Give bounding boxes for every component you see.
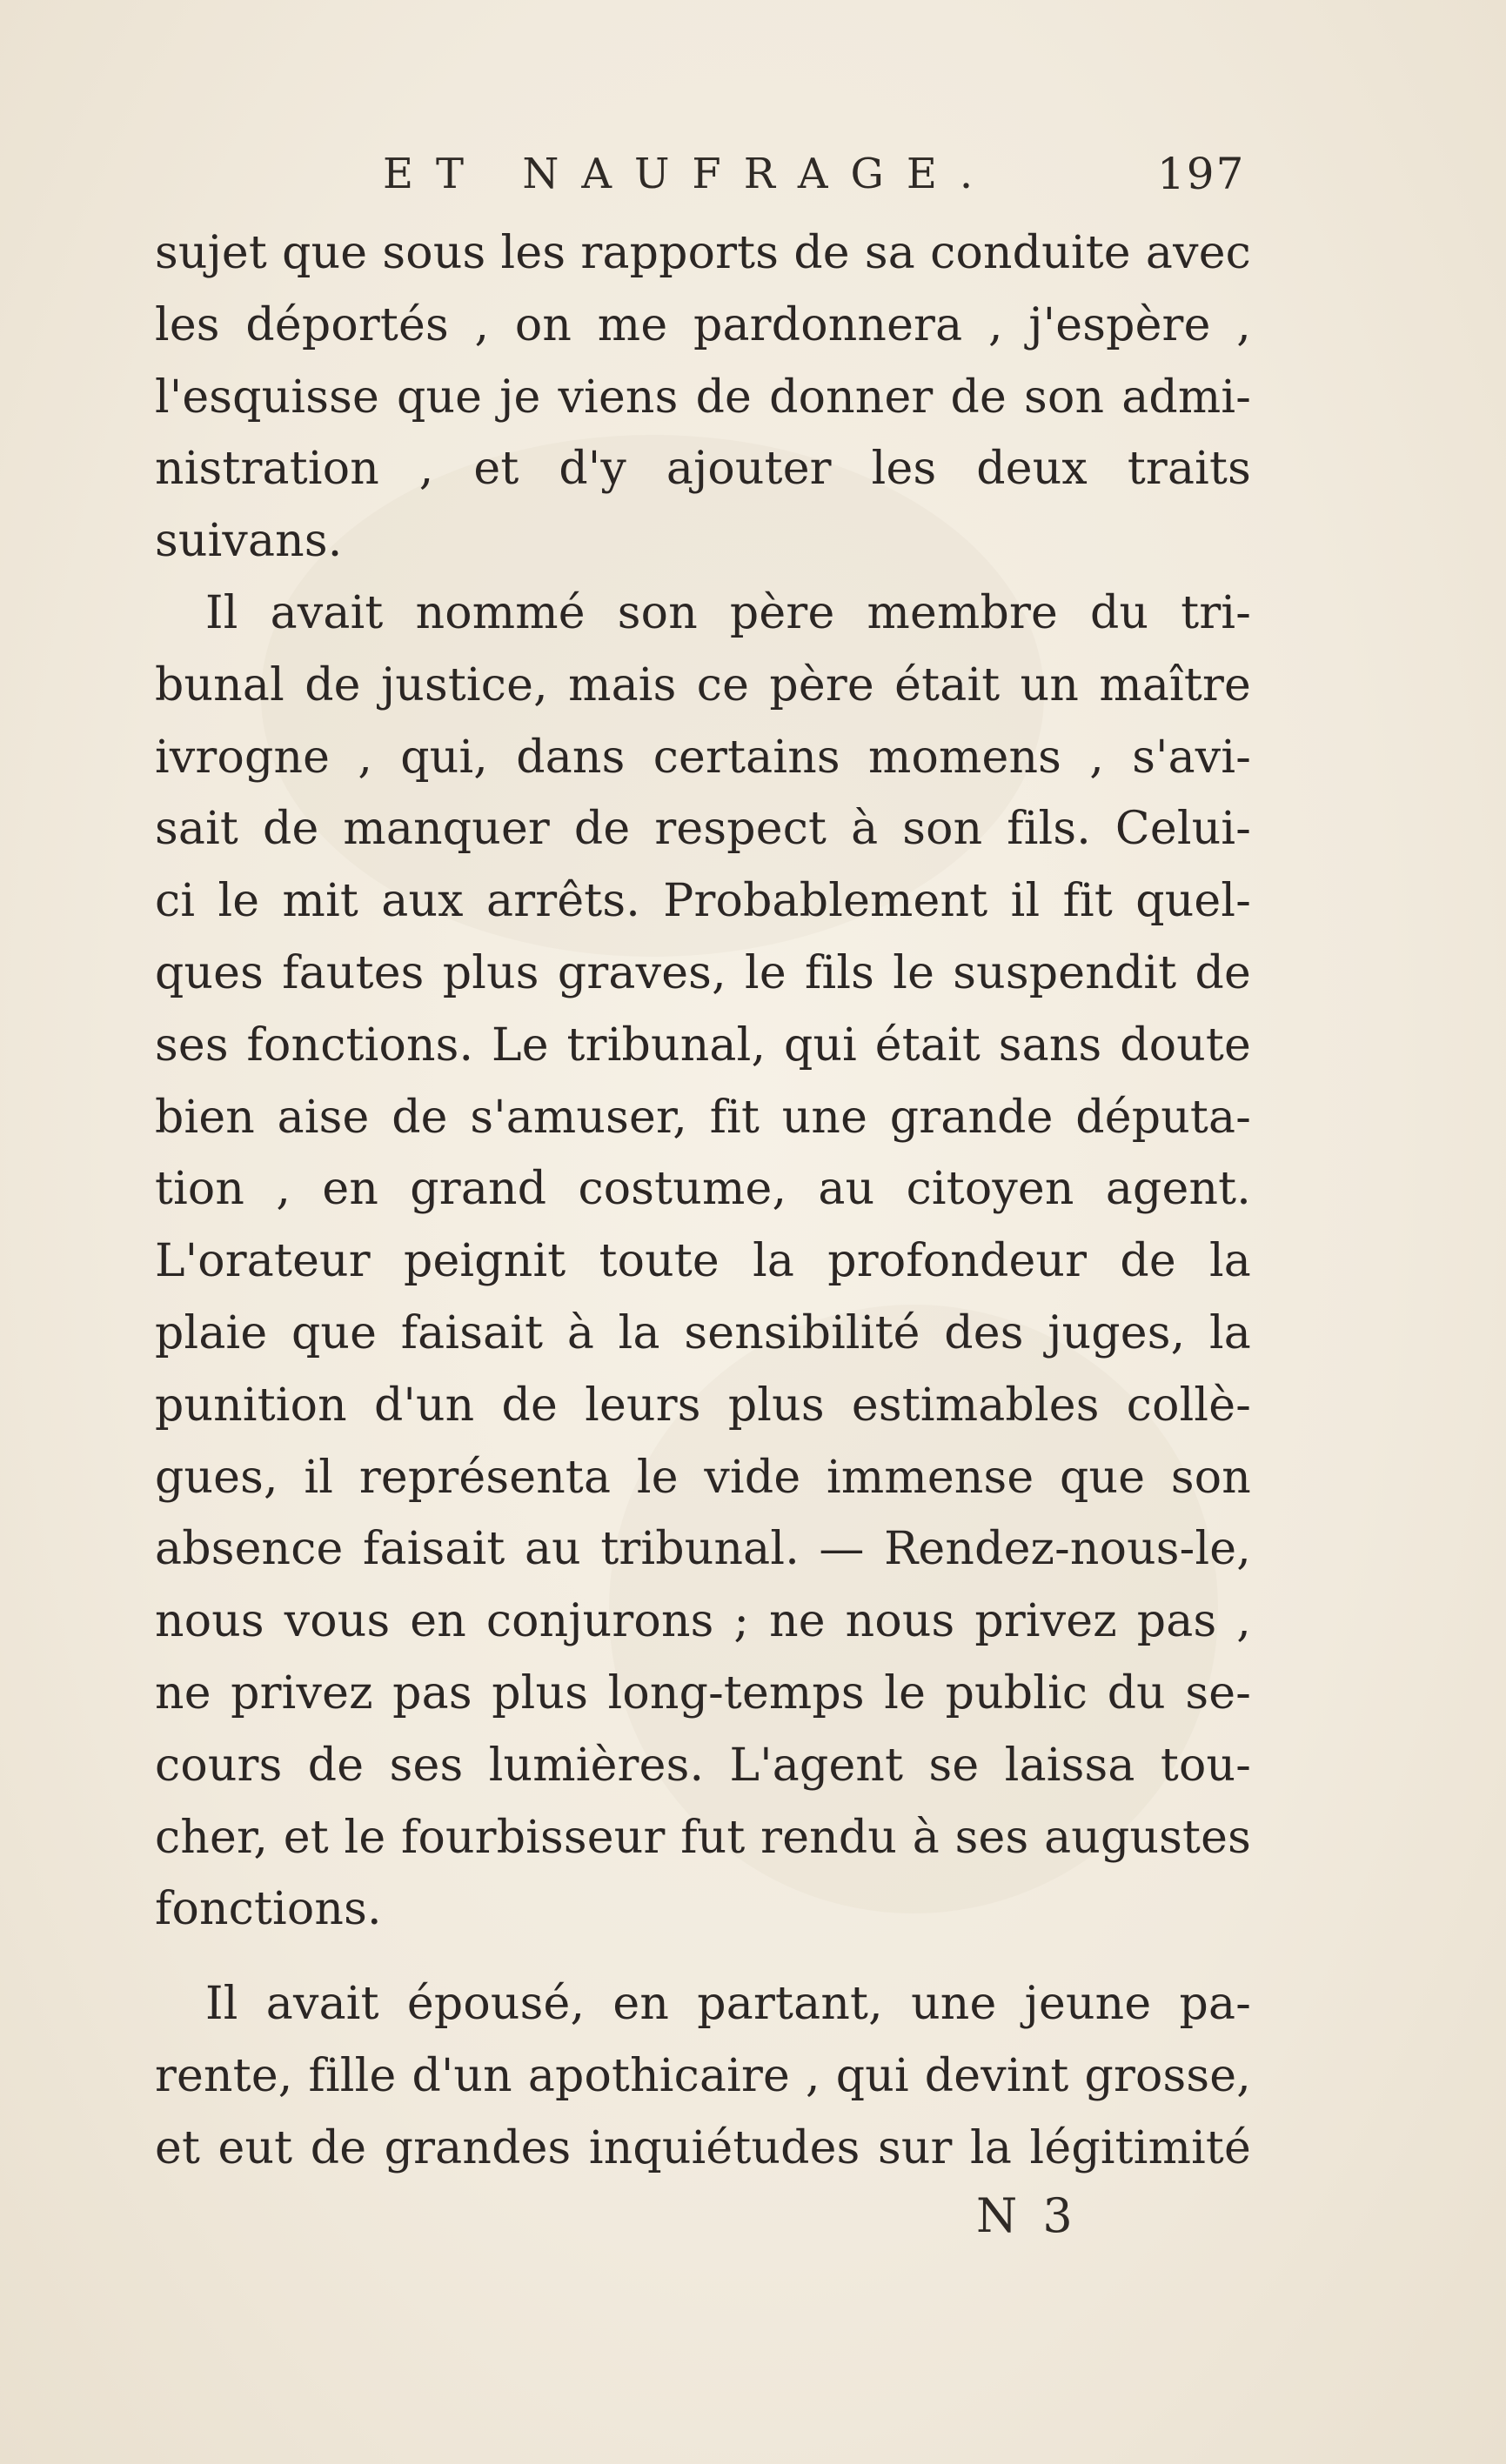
text-line: cher, et le fourbisseur fut rendu à ses augustes <box>155 1811 1251 1864</box>
text-line: bunal de justice, mais ce père était un maître <box>155 658 1251 711</box>
text-line: cours de ses lumières. L'agent se laissa tou- <box>155 1739 1251 1792</box>
text-line: punition d'un de leurs plus estimables collè- <box>155 1379 1251 1432</box>
running-head <box>383 139 1253 209</box>
text-line: ses fonctions. Le tribunal, qui était sans doute <box>155 1018 1251 1072</box>
text-line: sait de manquer de respect à son fils. Celui- <box>155 803 1251 856</box>
paragraph <box>155 1968 1251 2184</box>
text-line: et eut de grandes inquiétudes sur la légitimité <box>155 2121 1251 2174</box>
text-line: ques fautes plus graves, le fils le suspendit de <box>155 946 1251 999</box>
text-line: suivans. <box>155 515 343 568</box>
signature-mark: N 3 <box>976 2188 1078 2243</box>
text-line: sujet que sous les rapports de sa conduite avec <box>155 227 1251 279</box>
text-line: L'orateur peignit toute la profondeur de la <box>155 1235 1251 1288</box>
paragraph <box>155 578 1251 1946</box>
text-line: l'esquisse que je viens de donner de son admi- <box>155 371 1251 424</box>
body-text <box>155 217 1251 2185</box>
text-line: fonctions. <box>155 1883 382 1936</box>
paragraph-gap <box>155 1946 1251 1968</box>
text-line: nous vous en conjurons ; ne nous privez pas , <box>155 1595 1251 1648</box>
text-line: les déportés , on me pardonnera , j'espère , <box>155 298 1251 351</box>
text-line: gues, il représenta le vide immense que son <box>155 1451 1251 1504</box>
text-line: plaie que faisait à la sensibilité des juges, la <box>155 1306 1251 1359</box>
running-title: ET NAUFRAGE. <box>383 150 996 198</box>
text-line: tion , en grand costume, au citoyen agent. <box>155 1163 1251 1216</box>
text-line: Il avait épousé, en partant, une jeune pa- <box>205 1978 1251 2031</box>
text-line: Il avait nommé son père membre du tri- <box>205 586 1251 639</box>
text-line: ne privez pas plus long-temps le public du se- <box>155 1666 1251 1719</box>
text-line: ivrogne , qui, dans certains momens , s'avi- <box>155 731 1251 784</box>
text-line: bien aise de s'amuser, fit une grande députa- <box>155 1091 1251 1144</box>
text-line: rente, fille d'un apothicaire , qui devint grosse, <box>155 2049 1251 2102</box>
text-line: absence faisait au tribunal. — Rendez-nous-le, <box>155 1523 1251 1576</box>
text-line: ci le mit aux arrêts. Probablement il fit quel- <box>155 875 1251 928</box>
page-number: 197 <box>1157 149 1246 199</box>
paragraph <box>155 217 1251 578</box>
text-line: nistration , et d'y ajouter les deux traits <box>155 443 1251 496</box>
